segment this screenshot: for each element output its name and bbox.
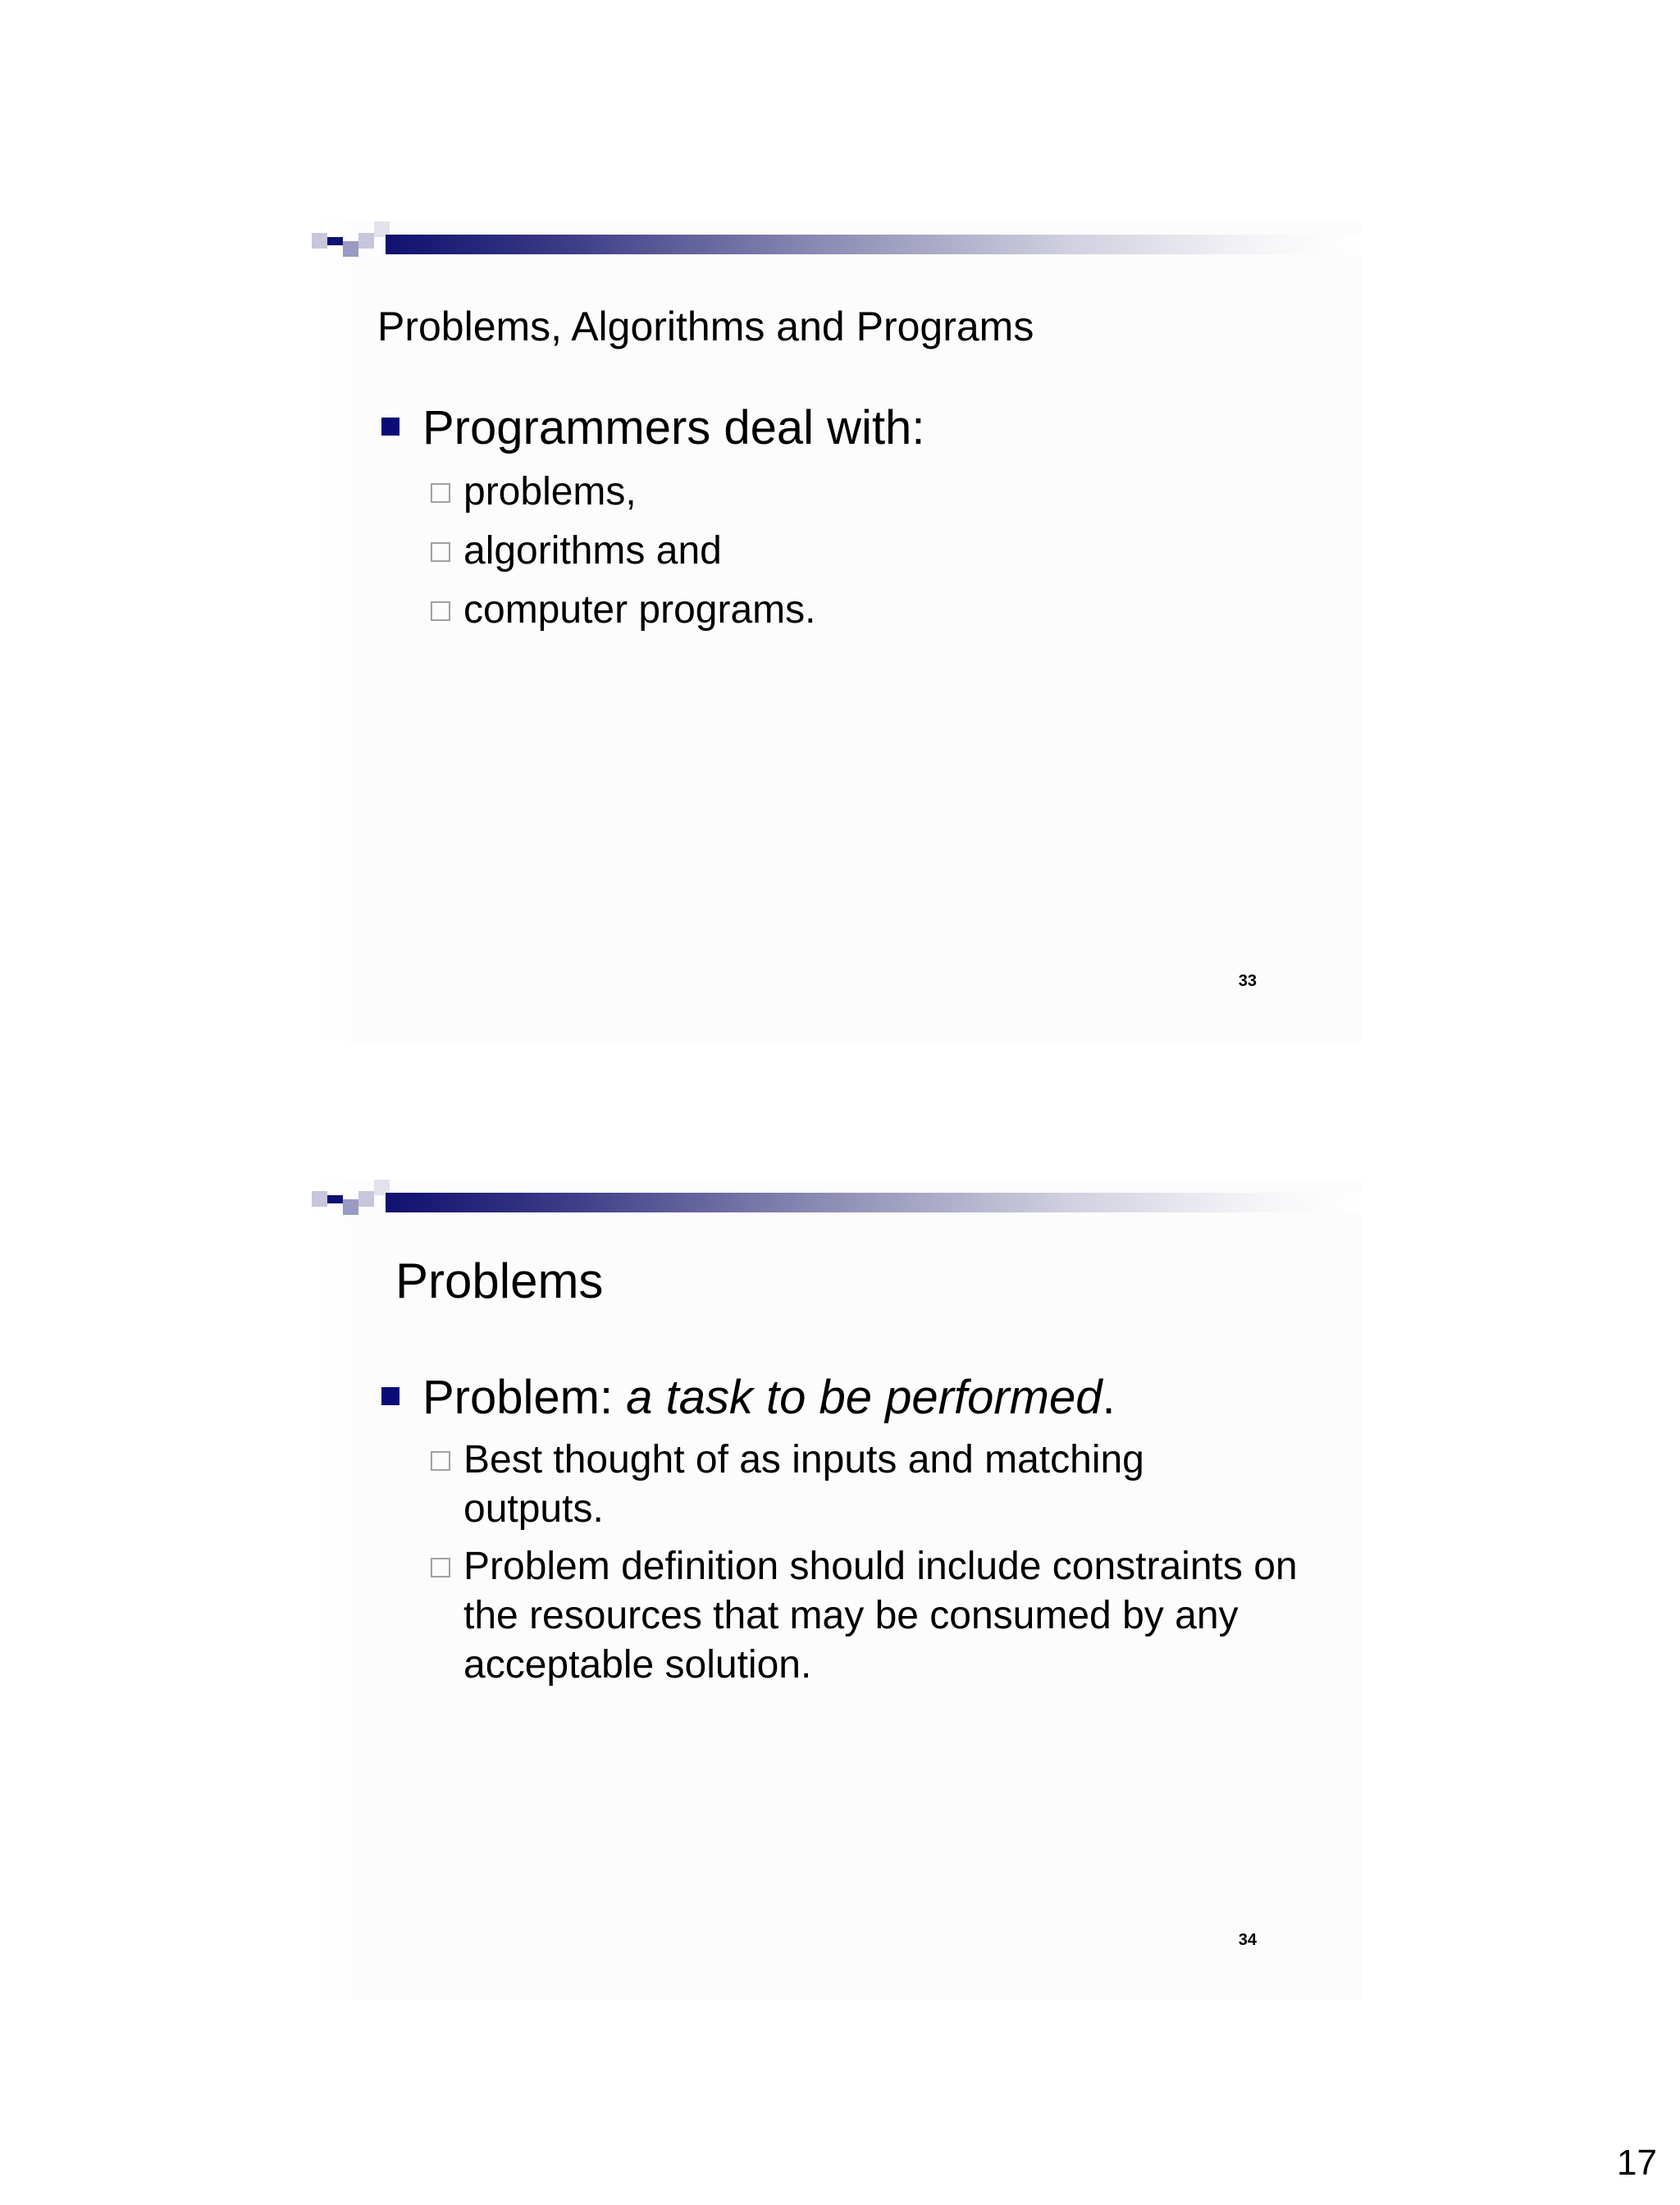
hollow-square-bullet-icon [431, 542, 450, 562]
main-bullet-suffix: . [1102, 1371, 1116, 1424]
header-decoration-square [327, 1195, 343, 1203]
slide-title: Problems [395, 1253, 604, 1308]
sub-bullet-item [431, 468, 1333, 517]
sub-bullet-list [431, 468, 1333, 645]
sub-bullet-text: computer programs. [463, 588, 816, 632]
sub-bullet-text: algorithms and [463, 529, 722, 573]
main-bullet-text: Programmers deal with: [422, 401, 925, 454]
main-bullet-emphasis: a task to be performed [626, 1371, 1102, 1424]
sub-bullet-text: Problem definition should include constraints on the resources that may be consumed by any acceptable solution. [463, 1545, 1298, 1687]
hollow-square-bullet-icon [431, 601, 450, 621]
header-gradient-stripe [386, 235, 1362, 254]
header-decoration-square [312, 233, 327, 249]
slide-number: 33 [1238, 972, 1257, 990]
slide-number: 34 [1238, 1931, 1257, 1949]
header-gradient-stripe [386, 1193, 1362, 1212]
main-bullet-prefix: Problem: [422, 1371, 627, 1424]
header-decoration-square [327, 237, 343, 245]
header-decoration-square [358, 1191, 374, 1207]
hollow-square-bullet-icon [431, 1451, 450, 1471]
hollow-square-bullet-icon [431, 1558, 450, 1577]
main-bullet [381, 1370, 1116, 1426]
sub-bullet-item [431, 1436, 1218, 1534]
sub-bullet-text: problems, [463, 470, 637, 514]
header-decoration-square [343, 1199, 358, 1215]
square-bullet-icon [381, 1387, 399, 1405]
slide-34 [312, 1180, 1362, 2000]
sub-bullet-item [431, 527, 1333, 576]
slide-33 [312, 221, 1362, 1042]
header-decoration-square [358, 233, 374, 249]
slide-header-bar [312, 1180, 1362, 1222]
sub-bullet-item [431, 1542, 1317, 1690]
hollow-square-bullet-icon [431, 483, 450, 503]
sub-bullet-list [431, 1436, 1333, 1698]
page-number: 17 [1617, 2143, 1657, 2183]
main-bullet [381, 400, 924, 456]
slide-header-bar [312, 221, 1362, 264]
slide-title: Problems, Algorithms and Programs [377, 304, 1034, 349]
sub-bullet-item [431, 586, 1333, 635]
sub-bullet-text: Best thought of as inputs and matching outputs. [463, 1438, 1144, 1531]
header-decoration-square [312, 1191, 327, 1207]
header-decoration-square [343, 241, 358, 257]
square-bullet-icon [381, 418, 399, 436]
